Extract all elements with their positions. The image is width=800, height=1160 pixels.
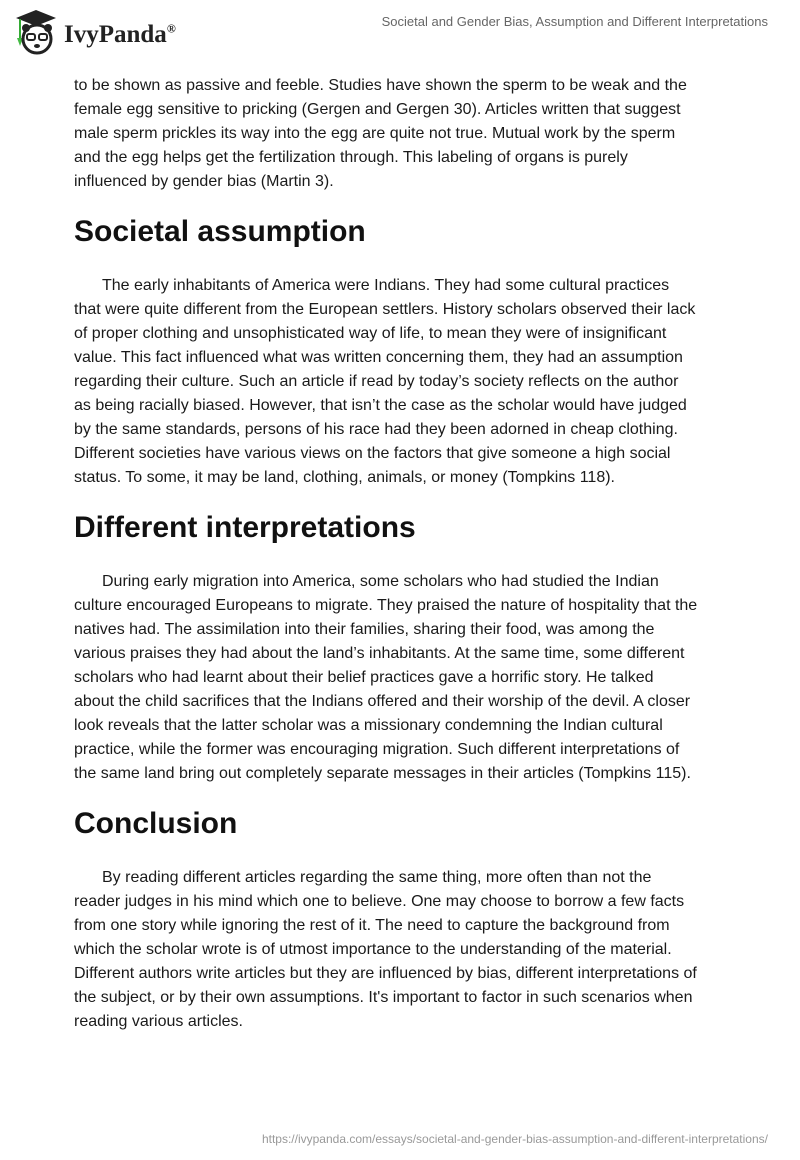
paragraph-line: scholars who had learnt about their belief practices gave a horrific story. He talked	[74, 669, 654, 686]
paragraph-line: look reveals that the latter scholar was a missionary condemning the Indian cultural	[74, 717, 663, 734]
paragraph-line: influenced by gender bias (Martin 3).	[74, 173, 334, 190]
paragraph-line: of proper clothing and unsophisticated way of life, to mean they were of insignificant	[74, 325, 667, 342]
paragraph	[74, 274, 734, 490]
paragraph-line: as being racially biased. However, that isn’t the case as the scholar would have judged	[74, 397, 687, 414]
paragraph	[74, 866, 734, 1034]
source-url[interactable]: https://ivypanda.com/essays/societal-and-gender-bias-assumption-and-different-interpretations/	[261, 1132, 768, 1146]
paragraph-line: practice, while the former was encouraging migration. Such different interpretations of	[74, 741, 680, 758]
paragraph-line: By reading different articles regarding the same thing, more often than not the	[102, 869, 652, 886]
paragraph-line: Different societies have various views on the factors that give someone a high social	[74, 445, 671, 462]
page-header	[0, 0, 800, 60]
paragraph-line: reader judges in his mind which one to believe. One may choose to borrow a few facts	[74, 893, 685, 910]
paragraph-line: and the egg helps get the fertilization through. This labeling of organs is purely	[74, 149, 628, 166]
paragraph-line: that were quite different from the European settlers. History scholars observed their lack	[74, 301, 696, 318]
document-title: Societal and Gender Bias, Assumption and Different Interpretations	[381, 14, 768, 29]
essay-body	[74, 74, 734, 1034]
paragraph-line: about the child sacrifices that the Indians offered and their worship of the devil. A closer	[74, 693, 691, 710]
paragraph-line: the subject, or by their own assumptions. It's important to factor in such scenarios when	[74, 989, 693, 1006]
paragraph-line: regarding their culture. Such an article if read by today’s society reflects on the author	[74, 373, 679, 390]
paragraph-line: to be shown as passive and feeble. Studies have shown the sperm to be weak and the	[74, 77, 687, 94]
paragraph-line: reading various articles.	[74, 1013, 243, 1030]
paragraph-line: various praises they had about the land’s inhabitants. At the same time, some different	[74, 645, 685, 662]
paragraph-line: The early inhabitants of America were Indians. They had some cultural practices	[102, 277, 670, 294]
paragraph-line: male sperm prickles its way into the egg are quite not true. Mutual work by the sperm	[74, 125, 676, 142]
section-heading: Societal assumption	[74, 215, 366, 248]
paragraph-line: by the same standards, persons of his race had they been adorned in cheap clothing.	[74, 421, 678, 438]
registered-mark: ®	[166, 21, 176, 36]
paragraph-line: natives had. The assimilation into their families, sharing their food, was among the	[74, 621, 655, 638]
paragraph-line: culture encouraged Europeans to migrate. They praised the nature of hospitality that the	[74, 597, 698, 614]
paragraph	[74, 74, 734, 194]
paragraph-line: female egg sensitive to pricking (Gergen and Gergen 30). Articles written that suggest	[74, 101, 681, 118]
paragraph-line: status. To some, it may be land, clothing, animals, or money (Tompkins 118).	[74, 469, 615, 486]
paragraph-line: the same land bring out completely separate messages in their articles (Tompkins 115).	[74, 765, 691, 782]
paragraph-line: value. This fact influenced what was written concerning them, they had an assumption	[74, 349, 683, 366]
paragraph-line: which the scholar wrote is of utmost importance to the understanding of the material.	[74, 941, 672, 958]
logo-text: IvyPanda	[64, 21, 167, 48]
section-heading: Conclusion	[74, 807, 238, 840]
paragraph-line: from one story while ignoring the rest of it. The need to capture the background from	[74, 917, 670, 934]
paragraph-line: Different authors write articles but they are influenced by bias, different interpretations of	[74, 965, 697, 982]
paragraph-line: During early migration into America, some scholars who had studied the Indian	[102, 573, 659, 590]
panda-graduate-icon	[14, 8, 58, 56]
ivypanda-logo[interactable]	[14, 8, 176, 56]
section-heading: Different interpretations	[74, 511, 416, 544]
paragraph	[74, 570, 734, 786]
